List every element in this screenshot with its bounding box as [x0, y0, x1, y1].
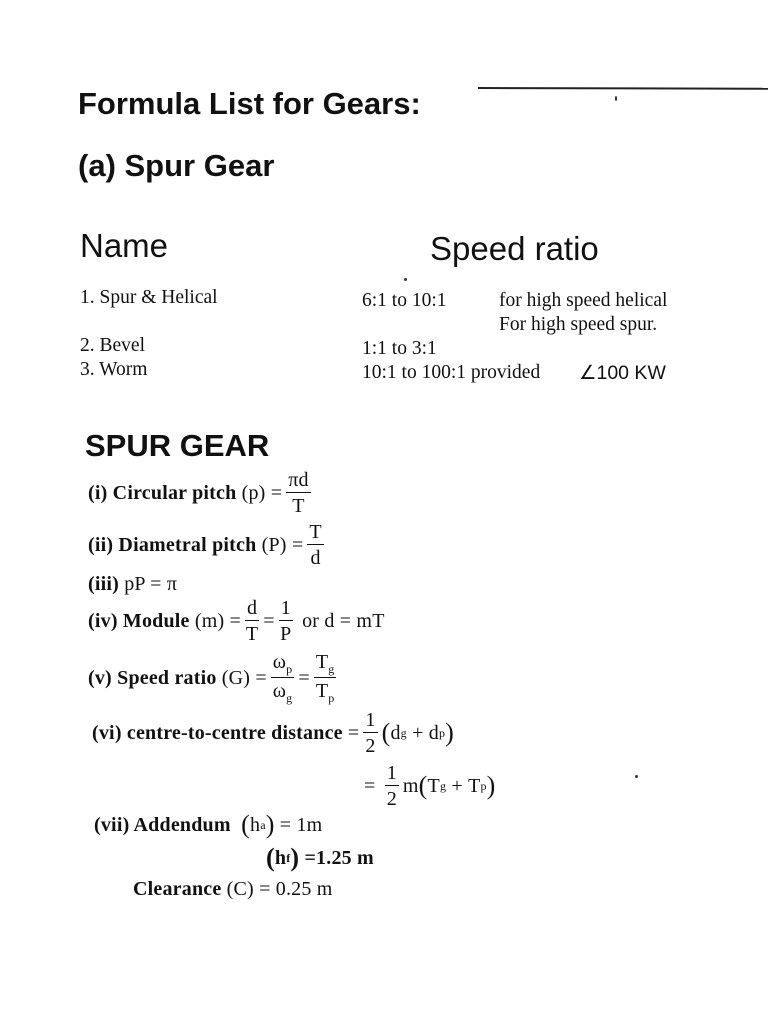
- plus-sign: +: [412, 721, 424, 744]
- row-ratio-2: 1:1 to 3:1: [362, 338, 437, 359]
- denominator: T: [292, 495, 305, 517]
- formula-dedendum: [266, 843, 374, 873]
- subscript: p: [438, 725, 446, 740]
- formula-symbol: (m) =: [194, 609, 241, 632]
- equals-sign: =: [364, 774, 376, 797]
- height-symbol: h: [274, 846, 287, 869]
- subscript: a: [260, 817, 266, 832]
- formula-expression: pP = π: [124, 573, 178, 595]
- equals-sign: =: [263, 609, 275, 632]
- formula-label: (i) Circular pitch: [88, 481, 237, 504]
- row-name-2: 2. Bevel: [80, 335, 145, 356]
- formula-rhs: =1.25 m: [304, 846, 374, 869]
- diameter: d: [390, 721, 401, 744]
- scan-speck: [635, 775, 638, 778]
- denominator: 2: [365, 735, 376, 757]
- formula-label: (iii): [88, 573, 119, 595]
- fraction: [363, 710, 377, 756]
- teeth: T: [468, 774, 481, 797]
- left-paren: (: [381, 718, 391, 747]
- top-rule: [478, 87, 768, 90]
- denominator: P: [280, 623, 292, 645]
- formula-speed-ratio: [88, 652, 340, 704]
- diameter: d: [428, 721, 439, 744]
- row-name-1: 1. Spur & Helical: [80, 287, 218, 308]
- formula-label: Clearance: [133, 878, 222, 900]
- page-title: Formula List for Gears:: [78, 86, 421, 121]
- left-paren: (: [418, 771, 428, 800]
- scan-speck: [404, 278, 407, 281]
- row-ratio-1: 6:1 to 10:1: [362, 290, 447, 311]
- right-paren: ): [265, 810, 275, 839]
- subscript: p: [286, 662, 293, 676]
- section-heading: SPUR GEAR: [85, 428, 270, 463]
- teeth: T: [315, 651, 329, 673]
- numerator: 1: [386, 762, 397, 784]
- row-note-1: for high speed helical: [499, 290, 668, 311]
- fraction: [286, 470, 311, 516]
- subscript: g: [400, 725, 407, 740]
- fraction: [314, 652, 337, 704]
- subscript: g: [286, 691, 293, 705]
- subtitle: (a) Spur Gear: [78, 148, 275, 183]
- fraction: [271, 652, 295, 704]
- formula-label: (iv) Module: [88, 609, 190, 632]
- row-ratio-3: 10:1 to 100:1 provided: [362, 362, 541, 383]
- formula-centre-distance: [92, 710, 454, 756]
- formula-label: (v) Speed ratio: [88, 666, 217, 689]
- scan-speck: [615, 96, 617, 101]
- subscript: g: [439, 778, 447, 793]
- fraction: [245, 598, 259, 644]
- left-paren: (: [241, 810, 250, 839]
- col-ratio-header: Speed ratio: [430, 230, 599, 267]
- formula-addendum: [94, 810, 322, 840]
- row-note-1b: For high speed spur.: [499, 314, 658, 335]
- omega: ω: [272, 680, 287, 702]
- subscript: p: [480, 778, 487, 793]
- right-paren: ): [445, 718, 455, 747]
- numerator: d: [247, 597, 258, 619]
- left-paren: (: [266, 843, 275, 872]
- numerator: πd: [288, 469, 309, 491]
- right-paren: ): [290, 843, 300, 872]
- module: m: [402, 774, 419, 797]
- formula-symbol: (p) =: [241, 481, 283, 504]
- formula-symbol: (G) =: [221, 666, 267, 689]
- numerator: 1: [365, 709, 376, 731]
- formula-clearance: [133, 878, 333, 901]
- subscript: f: [286, 850, 291, 865]
- teeth: T: [427, 774, 440, 797]
- subscript: p: [328, 691, 335, 705]
- denominator: T: [245, 623, 259, 645]
- omega: ω: [272, 651, 287, 673]
- denominator: 2: [386, 788, 397, 810]
- fraction: [385, 763, 399, 809]
- formula-centre-distance-cont: [364, 763, 496, 809]
- formula-module: [88, 598, 385, 644]
- height-symbol: h: [250, 813, 261, 836]
- fraction: [279, 598, 293, 644]
- formula-diametral-pitch: [88, 522, 328, 568]
- equals-sign: =: [298, 666, 310, 689]
- formula-pp: [88, 573, 177, 596]
- formula-rhs: (C) = 0.25 m: [226, 878, 333, 900]
- plus-sign: +: [451, 774, 463, 797]
- denominator: [273, 678, 293, 704]
- teeth: T: [315, 680, 329, 702]
- numerator: [314, 652, 337, 678]
- right-paren: ): [486, 771, 496, 800]
- fraction: [307, 522, 323, 568]
- formula-label: (vi) centre-to-centre distance: [92, 721, 343, 744]
- col-name-header: Name: [80, 227, 169, 264]
- equals-sign: =: [347, 721, 360, 744]
- numerator: 1: [280, 597, 291, 619]
- formula-rhs: = 1m: [279, 813, 323, 836]
- row-limit-3: ∠100 KW: [579, 362, 666, 384]
- numerator: [271, 652, 295, 678]
- numerator: T: [309, 521, 322, 543]
- denominator: d: [310, 547, 321, 569]
- formula-symbol: (P) =: [261, 533, 304, 556]
- row-name-3: 3. Worm: [80, 359, 148, 380]
- formula-tail: or d = mT: [302, 609, 385, 632]
- formula-label: (ii) Diametral pitch: [88, 533, 257, 556]
- subscript: g: [328, 662, 335, 676]
- denominator: [316, 678, 335, 704]
- formula-circular-pitch: [88, 470, 315, 516]
- formula-label: (vii) Addendum: [94, 813, 231, 836]
